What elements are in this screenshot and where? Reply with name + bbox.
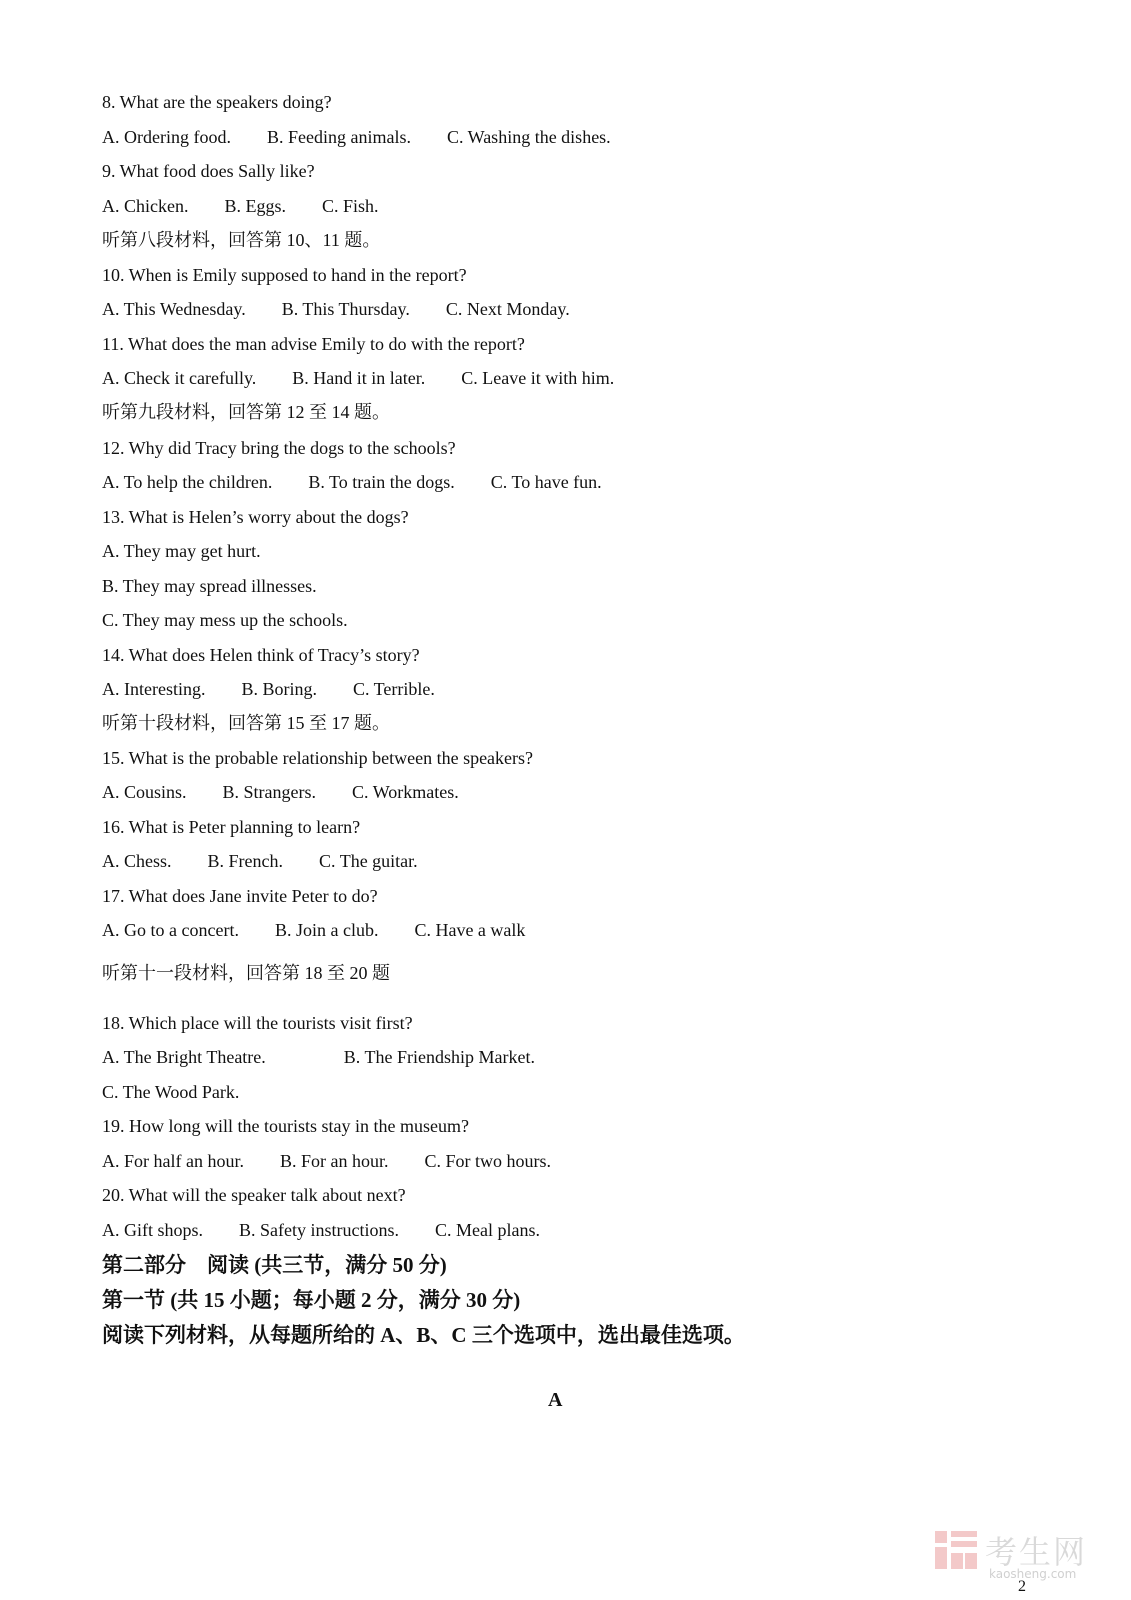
text-line: A. They may get hurt. xyxy=(102,541,261,561)
answer-option: A. Go to a concert. xyxy=(102,920,239,940)
answer-option: B. The Friendship Market. xyxy=(343,1047,535,1067)
text-line: 13. What is Helen’s worry about the dogs? xyxy=(102,507,409,527)
text-line: 9. What food does Sally like? xyxy=(102,161,315,181)
text-line: 8. What are the speakers doing? xyxy=(102,92,332,112)
option-row xyxy=(102,781,459,803)
answer-option: A. Cousins. xyxy=(102,782,187,802)
answer-option: B. Hand it in later. xyxy=(292,368,426,388)
text-line: 16. What is Peter planning to learn? xyxy=(102,817,361,837)
text-line: 19. How long will the tourists stay in the museum? xyxy=(102,1116,469,1136)
section-heading: 第二部分 阅读 (共三节，满分 50 分) xyxy=(102,1253,447,1277)
answer-option: C. To have fun. xyxy=(490,472,602,492)
text-line: 11. What does the man advise Emily to do with the report? xyxy=(102,334,525,354)
answer-option: A. Chicken. xyxy=(102,196,189,216)
watermark xyxy=(933,1525,1113,1585)
answer-option: C. Washing the dishes. xyxy=(446,127,611,147)
answer-option: C. For two hours. xyxy=(424,1151,552,1171)
answer-option: A. For half an hour. xyxy=(102,1151,244,1171)
page-number: 2 xyxy=(1018,1578,1026,1595)
option-row xyxy=(102,850,418,872)
option-row xyxy=(102,471,602,493)
answer-option: A. To help the children. xyxy=(102,472,273,492)
answer-option: C. Leave it with him. xyxy=(461,368,615,388)
text-line: 18. Which place will the tourists visit first? xyxy=(102,1013,413,1033)
text-line: 12. Why did Tracy bring the dogs to the schools? xyxy=(102,438,456,458)
answer-option: B. Safety instructions. xyxy=(239,1220,400,1240)
option-row xyxy=(102,919,525,941)
answer-option: B. Join a club. xyxy=(274,920,379,940)
answer-option: B. This Thursday. xyxy=(281,299,410,319)
option-row xyxy=(102,1219,540,1241)
option-row xyxy=(102,1046,535,1068)
text-line: 15. What is the probable relationship between the speakers? xyxy=(102,748,534,768)
answer-option: B. To train the dogs. xyxy=(308,472,455,492)
answer-option: B. Feeding animals. xyxy=(266,127,411,147)
text-line: 10. When is Emily supposed to hand in the report? xyxy=(102,265,467,285)
answer-option: B. For an hour. xyxy=(279,1151,389,1171)
answer-option: C. Fish. xyxy=(322,196,379,216)
option-row xyxy=(102,1150,551,1172)
answer-option: C. The guitar. xyxy=(319,851,418,871)
answer-option: A. Check it carefully. xyxy=(102,368,257,388)
section-heading: 阅读下列材料，从每题所给的 A、B、C 三个选项中，选出最佳选项。 xyxy=(102,1323,745,1347)
answer-option: B. Strangers. xyxy=(222,782,317,802)
text-line: 听第九段材料，回答第 12 至 14 题。 xyxy=(102,402,390,422)
answer-option: B. French. xyxy=(207,851,284,871)
answer-option: C. Workmates. xyxy=(352,782,459,802)
text-line: C. They may mess up the schools. xyxy=(102,610,348,630)
answer-option: A. The Bright Theatre. xyxy=(102,1047,266,1067)
answer-option: C. Have a walk xyxy=(414,920,526,940)
text-line: 14. What does Helen think of Tracy’s story? xyxy=(102,645,420,665)
option-row xyxy=(102,126,611,148)
text-line: B. They may spread illnesses. xyxy=(102,576,317,596)
section-letter: A xyxy=(548,1389,563,1411)
watermark-cn: 考生网 xyxy=(985,1533,1088,1571)
text-line: 听第十一段材料，回答第 18 至 20 题 xyxy=(102,963,390,983)
answer-option: A. This Wednesday. xyxy=(102,299,246,319)
watermark-en: kaosheng.com xyxy=(989,1567,1077,1581)
answer-option: C. Terrible. xyxy=(353,679,435,699)
section-heading: 第一节 (共 15 小题；每小题 2 分，满分 30 分) xyxy=(102,1288,521,1312)
answer-option: A. Chess. xyxy=(102,851,172,871)
text-line: 17. What does Jane invite Peter to do? xyxy=(102,886,378,906)
option-row xyxy=(102,298,570,320)
answer-option: A. Gift shops. xyxy=(102,1220,204,1240)
answer-option: A. Interesting. xyxy=(102,679,206,699)
answer-option: B. Eggs. xyxy=(224,196,286,216)
option-row xyxy=(102,367,614,389)
text-line: C. The Wood Park. xyxy=(102,1082,240,1102)
answer-option: C. Meal plans. xyxy=(435,1220,541,1240)
answer-option: C. Next Monday. xyxy=(445,299,570,319)
option-row xyxy=(102,678,435,700)
option-row xyxy=(102,195,379,217)
answer-option: B. Boring. xyxy=(241,679,317,699)
watermark-logo-icon xyxy=(933,1527,979,1573)
text-line: 听第十段材料，回答第 15 至 17 题。 xyxy=(102,713,390,733)
text-line: 听第八段材料，回答第 10、11 题。 xyxy=(102,230,381,250)
answer-option: A. Ordering food. xyxy=(102,127,231,147)
text-line: 20. What will the speaker talk about next? xyxy=(102,1185,406,1205)
